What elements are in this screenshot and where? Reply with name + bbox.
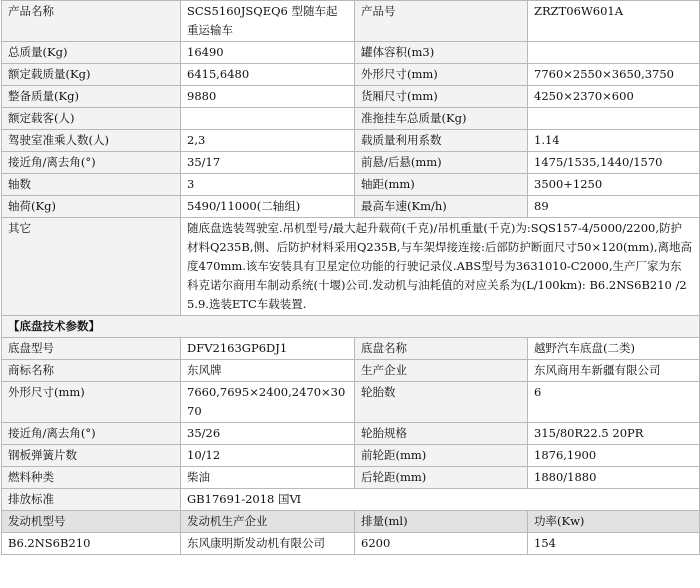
field-label: 外形尺寸(mm) [2,382,181,423]
field-label: 底盘名称 [355,338,528,360]
chassis-section-title: 【底盘技术参数】 [2,316,700,338]
field-value: 6415,6480 [181,64,355,86]
engine-header-row [2,511,700,533]
field-label: 额定载质量(Kg) [2,64,181,86]
field-label: 后轮距(mm) [355,467,528,489]
field-value: 4250×2370×600 [528,86,700,108]
table-row [2,42,700,64]
engine-power: 154 [528,533,700,555]
field-label: 外形尺寸(mm) [355,64,528,86]
field-value: 315/80R22.5 20PR [528,423,700,445]
field-label: 驾驶室准乘人数(人) [2,130,181,152]
table-row [2,1,700,42]
engine-header-cell: 发动机生产企业 [181,511,355,533]
chassis-params [2,338,700,489]
field-label: 底盘型号 [2,338,181,360]
field-value: 越野汽车底盘(二类) [528,338,700,360]
field-value: 9880 [181,86,355,108]
field-value: 柴油 [181,467,355,489]
field-label: 接近角/离去角(°) [2,152,181,174]
field-value: 6 [528,382,700,423]
field-value: 3500+1250 [528,174,700,196]
field-label: 生产企业 [355,360,528,382]
field-value: 7760×2550×3650,3750 [528,64,700,86]
engine-header-cell: 排量(ml) [355,511,528,533]
field-label: 载质量利用系数 [355,130,528,152]
engine-model: B6.2NS6B210 [2,533,181,555]
table-row [2,108,700,130]
field-value [181,108,355,130]
field-label: 产品号 [355,1,528,42]
table-row [2,86,700,108]
field-value: 89 [528,196,700,218]
field-value: DFV2163GP6DJ1 [181,338,355,360]
field-label: 产品名称 [2,1,181,42]
engine-header-cell: 发动机型号 [2,511,181,533]
field-label: 额定载客(人) [2,108,181,130]
field-label: 总质量(Kg) [2,42,181,64]
vehicle-params [2,1,700,218]
table-row [2,130,700,152]
field-value: 1876,1900 [528,445,700,467]
field-label: 商标名称 [2,360,181,382]
field-value: 7660,7695×2400,2470×3070 [181,382,355,423]
field-value: 10/12 [181,445,355,467]
engine-row [2,533,700,555]
field-label: 轴荷(Kg) [2,196,181,218]
field-value: ZRZT06W601A [528,1,700,42]
field-label: 轴距(mm) [355,174,528,196]
field-label: 前轮距(mm) [355,445,528,467]
table-row [2,174,700,196]
field-value: 35/26 [181,423,355,445]
table-row [2,64,700,86]
field-label: 接近角/离去角(°) [2,423,181,445]
field-label: 钢板弹簧片数 [2,445,181,467]
field-value [528,108,700,130]
field-label: 货厢尺寸(mm) [355,86,528,108]
field-label: 轮胎数 [355,382,528,423]
field-label: 最高车速(Km/h) [355,196,528,218]
field-label: 准拖挂车总质量(Kg) [355,108,528,130]
field-value: 东风商用车新疆有限公司 [528,360,700,382]
field-value: 35/17 [181,152,355,174]
table-row [2,338,700,360]
field-label: 轮胎规格 [355,423,528,445]
field-value: 3 [181,174,355,196]
field-label: 轴数 [2,174,181,196]
field-value [528,42,700,64]
table-row [2,196,700,218]
field-label: 罐体容积(m3) [355,42,528,64]
engine-maker: 东风康明斯发动机有限公司 [181,533,355,555]
chassis-section-row [2,316,700,338]
field-value: 1475/1535,1440/1570 [528,152,700,174]
field-value: 5490/11000(二轴组) [181,196,355,218]
field-value: 1880/1880 [528,467,700,489]
emission-row [2,489,700,511]
field-value: 东风牌 [181,360,355,382]
field-value: SCS5160JSQEQ6 型随车起重运输车 [181,1,355,42]
other-label: 其它 [2,218,181,316]
field-value: 1.14 [528,130,700,152]
engine-displacement: 6200 [355,533,528,555]
table-row [2,445,700,467]
engine-header-cell: 功率(Kw) [528,511,700,533]
table-row [2,382,700,423]
other-text: 随底盘选装驾驶室.吊机型号/最大起升载荷(千克)/吊机重量(千克)为:SQS157-4/5000/2200,防护材料Q235B,侧、后防护材料采用Q235B,与车架焊接连接:后部防护断面尺寸50×120(mm),离地高度470mm.该车安装具有卫星定位功能的行驶记录仪.ABS型号为3631010-C2000,生产厂家为东科克诺尔商用车制动系统(十堰)公司.发动机与油耗值的对应关系为(L/100km): B6.2NS6B210 /25.9.选装ETC车载装置. [181,218,700,316]
field-label: 整备质量(Kg) [2,86,181,108]
table-row [2,152,700,174]
spec-table [1,0,700,555]
emission-label: 排放标准 [2,489,181,511]
table-row [2,360,700,382]
field-value: 2,3 [181,130,355,152]
field-value: 16490 [181,42,355,64]
other-row [2,218,700,316]
table-row [2,467,700,489]
emission-value: GB17691-2018 国Ⅵ [181,489,700,511]
field-label: 燃料种类 [2,467,181,489]
table-row [2,423,700,445]
field-label: 前悬/后悬(mm) [355,152,528,174]
